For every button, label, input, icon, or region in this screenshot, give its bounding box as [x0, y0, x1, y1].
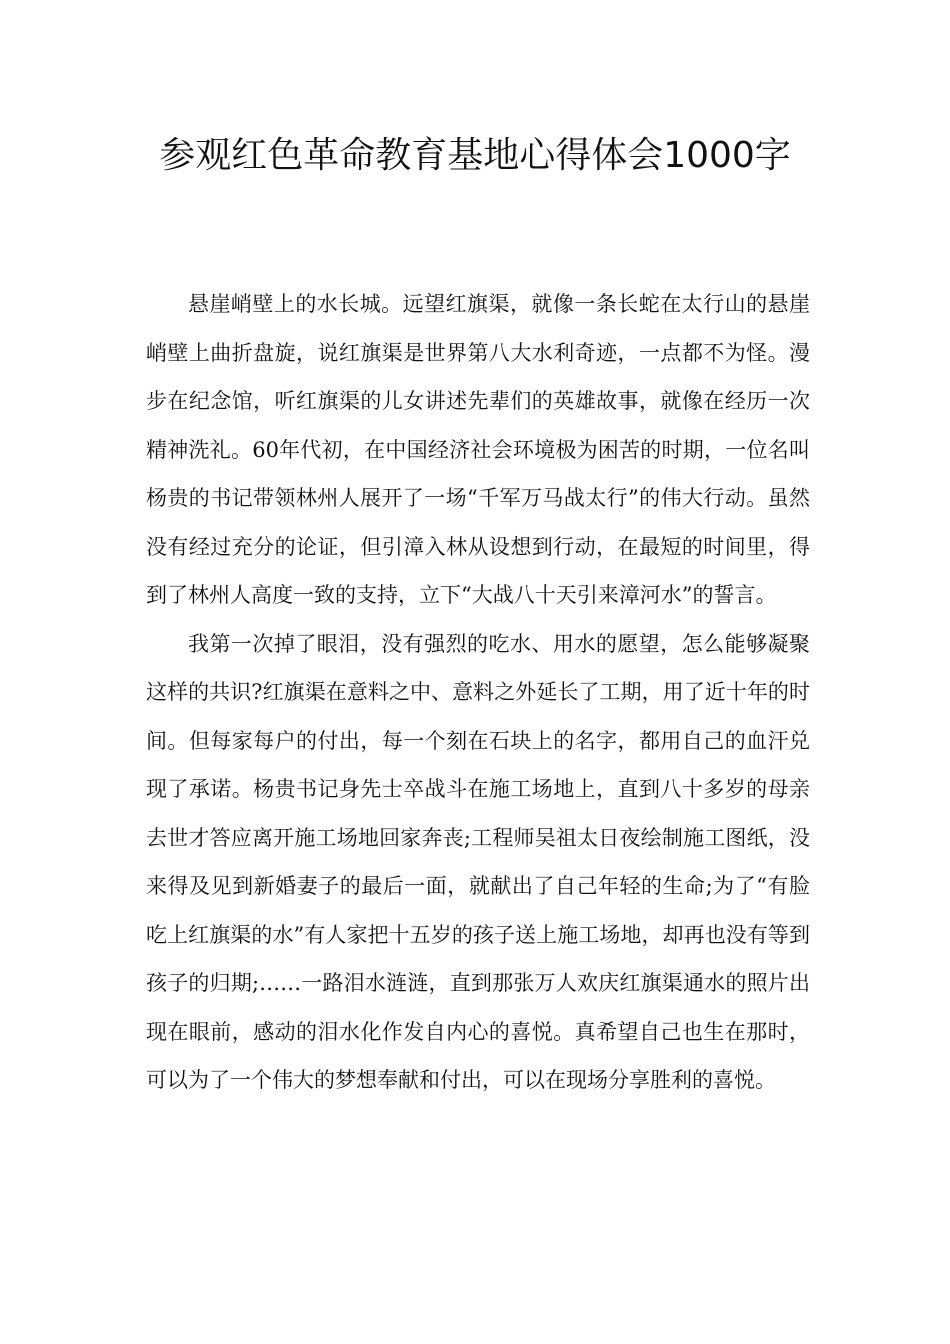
document-body: [146, 280, 810, 1105]
paragraph-2: 我第一次掉了眼泪，没有强烈的吃水、用水的愿望，怎么能够凝聚这样的共识?红旗渠在意料之中、意料之外延长了工期，用了近十年的时间。但每家每户的付出，每一个刻在石块上的名字，都用自己的血汗兑现了承诺。杨贵书记身先士卒战斗在施工场地上，直到八十多岁的母亲去世才答应离开施工场地回家奔丧;工程师吴祖太日夜绘制施工图纸，没来得及见到新婚妻子的最后一面，就献出了自己年轻的生命;为了“有脸吃上红旗渠的水”有人家把十五岁的孩子送上施工场地，却再也没有等到孩子的归期;……一路泪水涟涟，直到那张万人欢庆红旗渠通水的照片出现在眼前，感动的泪水化作发自内心的喜悦。真希望自己也生在那时，可以为了一个伟大的梦想奉献和付出，可以在现场分享胜利的喜悦。: [146, 631, 810, 1092]
document-title: 参观红色革命教育基地心得体会1000字: [159, 135, 791, 176]
paragraph-1: 悬崖峭壁上的水长城。远望红旗渠，就像一条长蛇在太行山的悬崖峭壁上曲折盘旋，说红旗渠是世界第八大水利奇迹，一点都不为怪。漫步在纪念馆，听红旗渠的儿女讲述先辈们的英雄故事，就像在经历一次精神洗礼。60年代初，在中国经济社会环境极为困苦的时期，一位名叫杨贵的书记带领林州人展开了一场“千军万马战太行”的伟大行动。虽然没有经过充分的论证，但引漳入林从设想到行动，在最短的时间里，得到了林州人高度一致的支持，立下“大战八十天引来漳河水”的誓言。: [146, 292, 810, 607]
